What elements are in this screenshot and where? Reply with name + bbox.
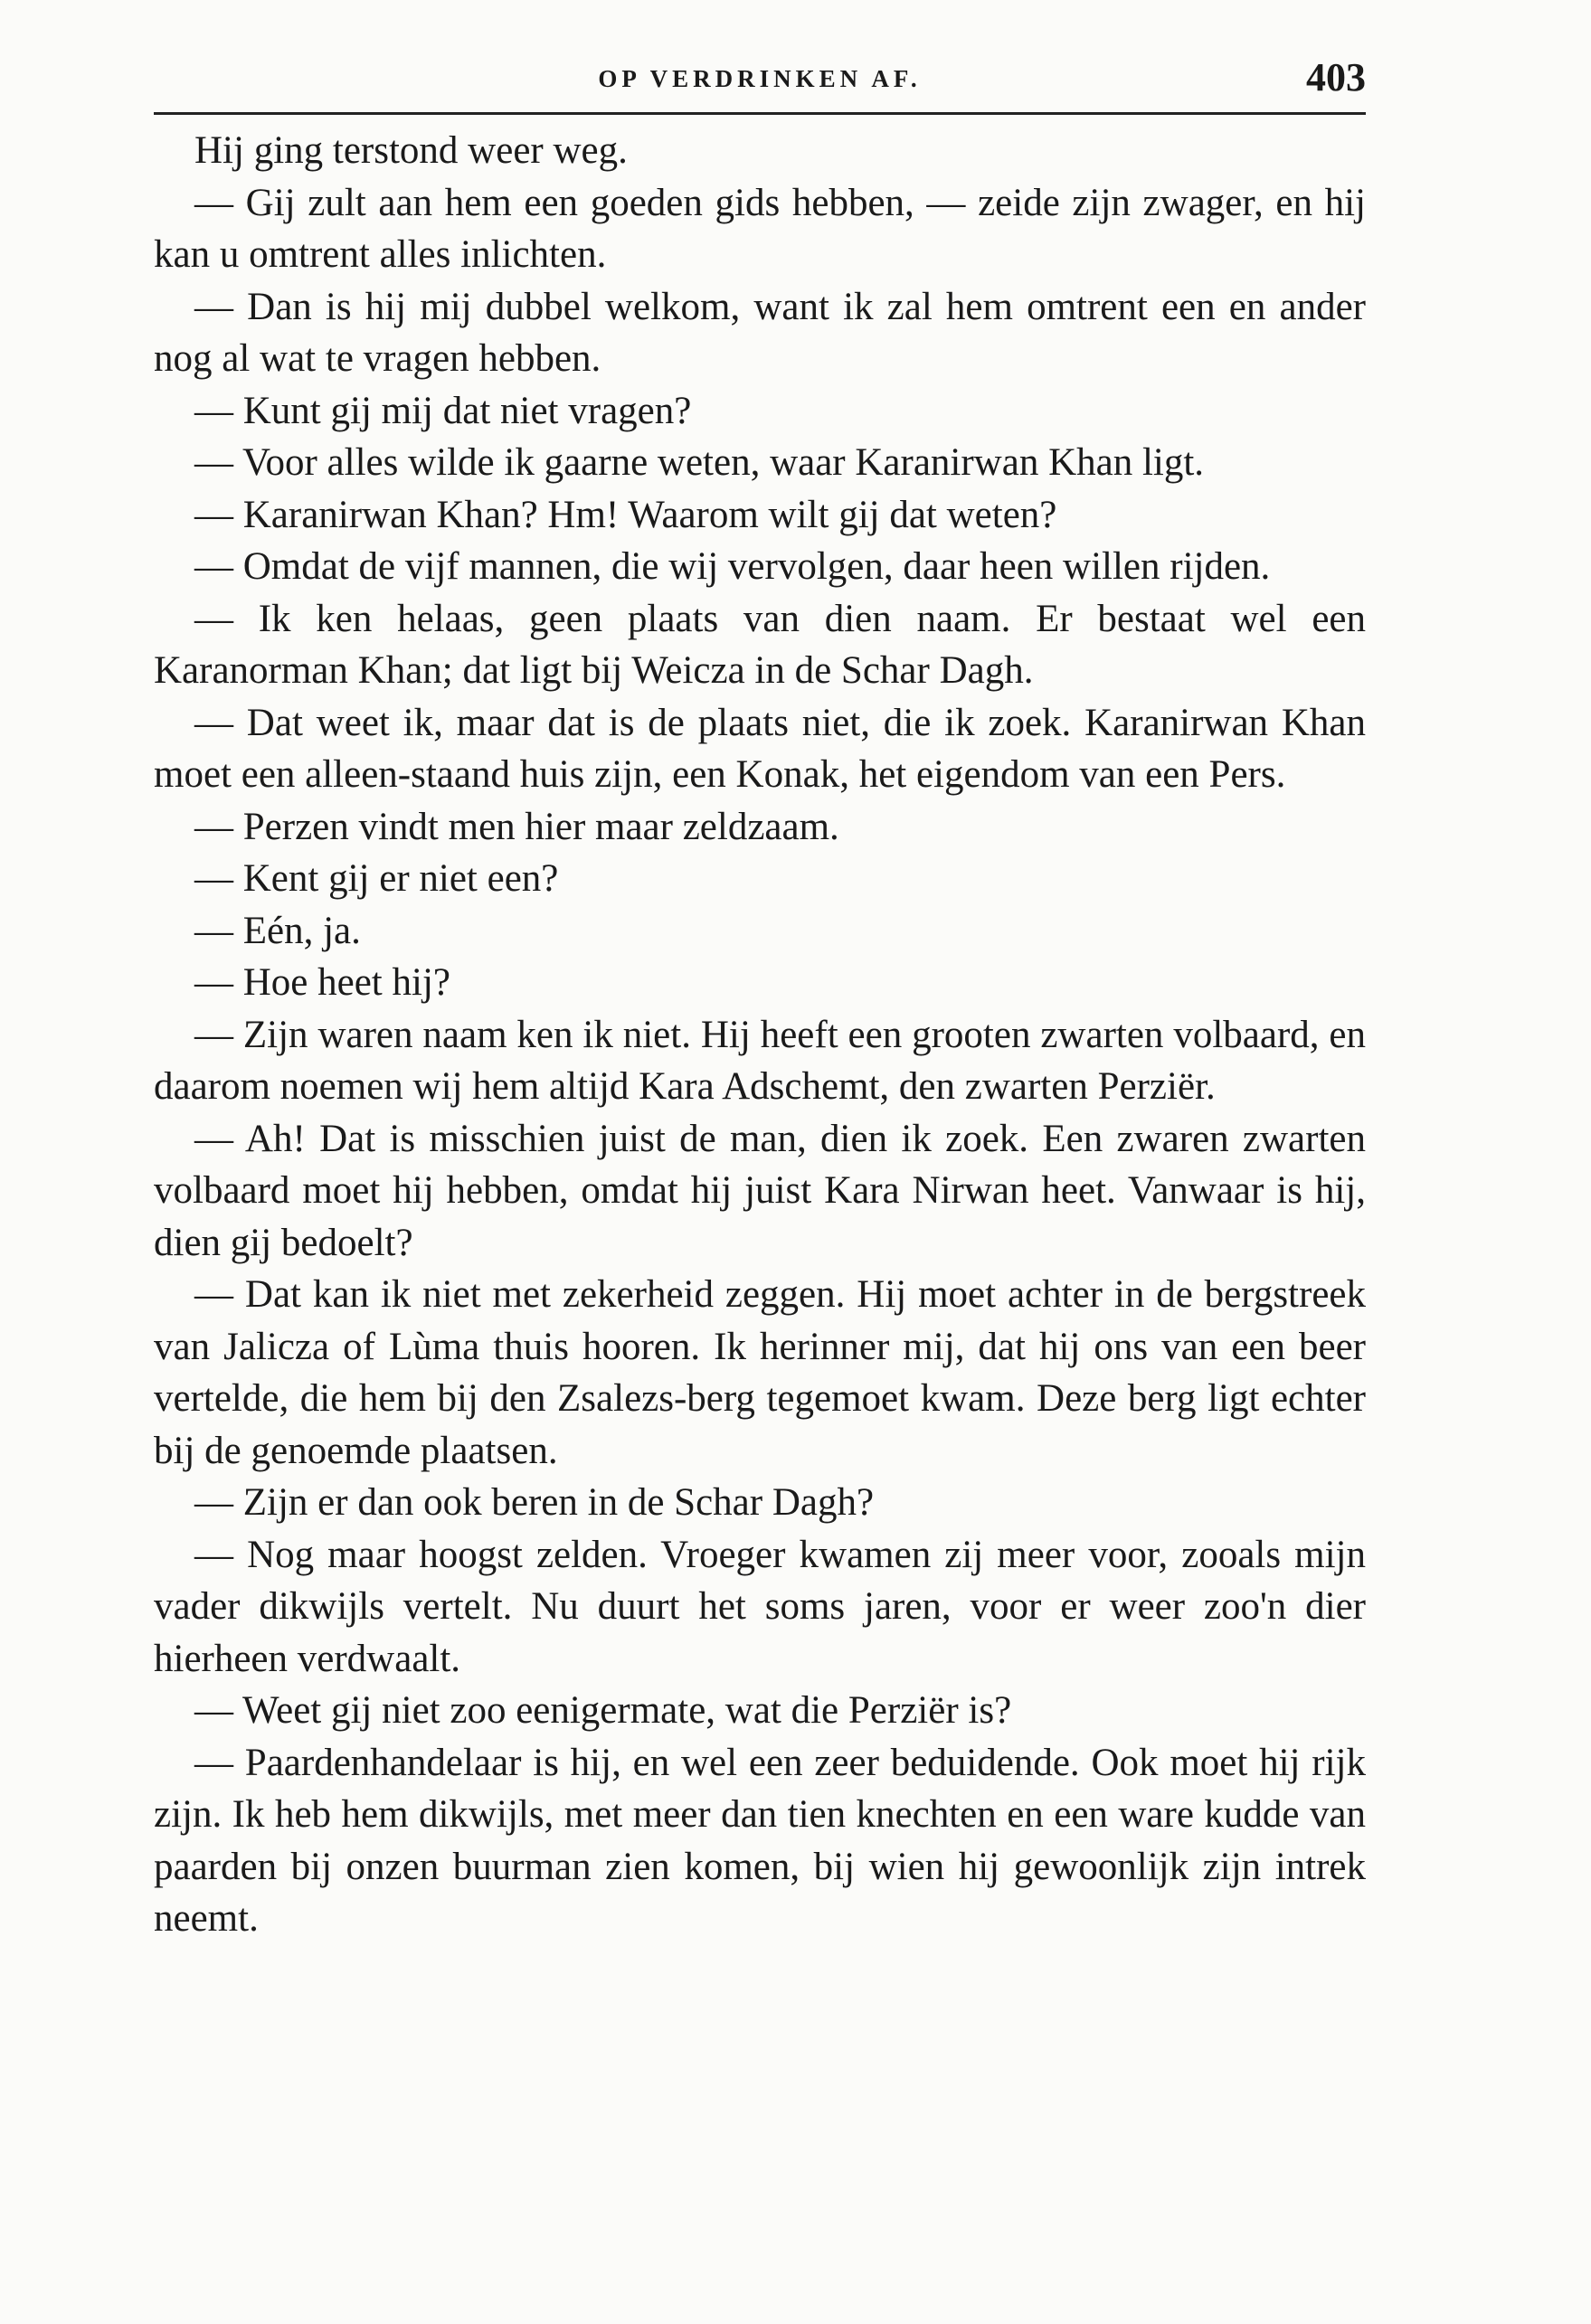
running-head: OP VERDRINKEN AF. (598, 65, 922, 92)
paragraph: — Kunt gij mij dat niet vragen? (194, 389, 692, 432)
paragraph: — Ik ken helaas, geen plaats van dien naam. Er bestaat wel een Karanorman Khan; dat ligt bij Weicza in de Schar Dagh. (154, 597, 1366, 692)
paragraph: — Hoe heet hij? (194, 961, 450, 1004)
paragraph: — Karanirwan Khan? Hm! Waarom wilt gij dat weten? (194, 493, 1057, 536)
paragraph: — Gij zult aan hem een goeden gids hebben, — zeide zijn zwager, en hij kan u omtrent alles inlichten. (154, 181, 1366, 276)
paragraph: — Kent gij er niet een? (194, 857, 559, 900)
paragraph: — Zijn waren naam ken ik niet. Hij heeft een grooten zwarten volbaard, en daarom noemen wij hem altijd Kara Adschemt, den zwarten Perziër. (154, 1013, 1366, 1108)
page-header (154, 52, 1366, 107)
paragraph: Hij ging terstond weer weg. (194, 129, 628, 172)
paragraph: — Zijn er dan ook beren in de Schar Dagh? (194, 1481, 875, 1524)
paragraph: — Nog maar hoogst zelden. Vroeger kwamen zij meer voor, zooals mijn vader dikwijls vertelt. Nu duurt het soms jaren, voor er weer zoo'n dier hierheen verdwaalt. (154, 1533, 1366, 1680)
paragraph: — Perzen vindt men hier maar zeldzaam. (194, 805, 839, 848)
body-text (154, 125, 1366, 1945)
paragraph: — Paardenhandelaar is hij, en wel een zeer beduidende. Ook moet hij rijk zijn. Ik heb hem dikwijls, met meer dan tien knechten en een ware kudde van paarden bij onzen buurman zien komen, bij wien hij gewoonlijk zijn intrek neemt. (154, 1741, 1366, 1940)
paragraph: — Dat kan ik niet met zekerheid zeggen. Hij moet achter in de bergstreek van Jalicza of Lùma thuis hooren. Ik herinner mij, dat hij ons van een beer vertelde, die hem bij den Zsalezs-berg tegemoet kwam. Deze berg ligt echter bij de genoemde plaatsen. (154, 1273, 1366, 1472)
paragraph: — Ah! Dat is misschien juist de man, dien ik zoek. Een zwaren zwarten volbaard moet hij hebben, omdat hij juist Kara Nirwan heet. Vanwaar is hij, dien gij bedoelt? (154, 1117, 1366, 1264)
paragraph: — Dan is hij mij dubbel welkom, want ik zal hem omtrent een en ander nog al wat te vragen hebben. (154, 285, 1366, 380)
header-rule (154, 112, 1366, 115)
page-number: 403 (1306, 55, 1366, 99)
paragraph: — Eén, ja. (194, 909, 361, 952)
paragraph: — Voor alles wilde ik gaarne weten, waar Karanirwan Khan ligt. (194, 441, 1205, 484)
paragraph: — Weet gij niet zoo eenigermate, wat die Perziër is? (194, 1689, 1012, 1732)
paragraph: — Omdat de vijf mannen, die wij vervolgen, daar heen willen rijden. (194, 545, 1271, 588)
paragraph: — Dat weet ik, maar dat is de plaats niet, die ik zoek. Karanirwan Khan moet een alleen-staand huis zijn, een Konak, het eigendom van een Pers. (154, 701, 1366, 796)
